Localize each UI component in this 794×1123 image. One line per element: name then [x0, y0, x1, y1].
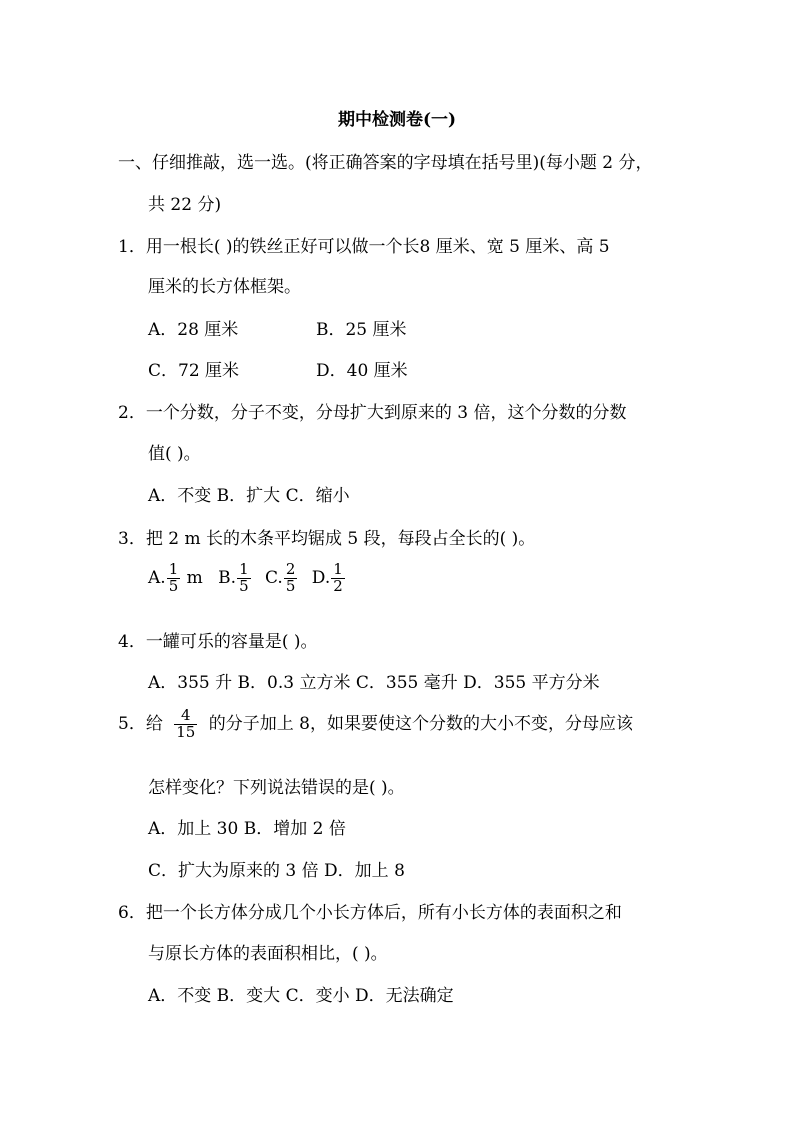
- fraction-denominator: 5: [168, 576, 179, 595]
- q5-options-row2: C．扩大为原来的 3 倍 D．加上 8: [148, 861, 405, 881]
- q4-stem: 4．一罐可乐的容量是( )。: [118, 632, 318, 652]
- q6-stem-line2: 与原长方体的表面积相比，( )。: [148, 944, 388, 964]
- q3-option-c-label: C.: [265, 567, 283, 588]
- q5-suffix: 的分子加上 8，如果要使这个分数的大小不变，分母应该: [208, 713, 633, 734]
- q3-option-c-fraction: [284, 562, 298, 595]
- q6-options: A．不变 B．变大 C．变小 D．无法确定: [148, 986, 454, 1006]
- q3-option-a-fraction: [167, 562, 181, 595]
- q1-stem-line1: 1．用一根长( )的铁丝正好可以做一个长8 厘米、宽 5 厘米、高 5: [118, 237, 610, 257]
- q4-options: A．355 升 B．0.3 立方米 C．355 毫升 D．355 平方分米: [148, 673, 600, 693]
- q3-option-a-unit: m: [186, 567, 203, 588]
- page-title: 期中检测卷(一): [337, 110, 457, 130]
- q5-fraction: [174, 708, 197, 741]
- q3-option-b-label: B.: [218, 567, 237, 588]
- q3-option-d-fraction: [331, 562, 345, 595]
- q5-prefix: 5．给: [118, 713, 163, 734]
- q1-option-c: C．72 厘米: [148, 361, 240, 381]
- fraction-numerator: 4: [181, 706, 191, 724]
- q1-stem-line2: 厘米的长方体框架。: [148, 277, 301, 297]
- q3-option-b-fraction: [237, 562, 251, 595]
- q5-stem-line1: [118, 708, 633, 741]
- q2-options: A．不变 B．扩大 C．缩小: [148, 486, 350, 506]
- fraction-denominator: 5: [239, 576, 249, 595]
- section-heading-line2: 共 22 分): [148, 195, 222, 215]
- q3-option-a-label: A.: [148, 567, 166, 588]
- q3-options: [148, 562, 346, 595]
- fraction-denominator: 2: [333, 576, 343, 595]
- fraction-numerator: 2: [285, 560, 296, 578]
- fraction-denominator: 5: [285, 576, 296, 595]
- section-heading-line1: 一、仔细推敲，选一选。(将正确答案的字母填在括号里)(每小题 2 分，: [118, 153, 653, 173]
- q3-option-d-label: D.: [311, 567, 331, 588]
- q5-options-row1: A．加上 30 B．增加 2 倍: [148, 819, 346, 839]
- fraction-numerator: 1: [239, 560, 249, 578]
- q2-stem-line2: 值( )。: [148, 444, 201, 464]
- q1-option-d: D．40 厘米: [316, 361, 408, 381]
- fraction-denominator: 15: [176, 722, 196, 741]
- q1-option-b: B．25 厘米: [316, 320, 407, 340]
- fraction-numerator: 1: [168, 560, 179, 578]
- q3-stem: 3．把 2 m 长的木条平均锯成 5 段，每段占全长的( )。: [118, 529, 536, 549]
- q1-option-a: A．28 厘米: [148, 320, 239, 340]
- fraction-numerator: 1: [333, 560, 343, 578]
- q5-stem-line2: 怎样变化？下列说法错误的是( )。: [148, 778, 405, 798]
- q6-stem-line1: 6．把一个长方体分成几个小长方体后，所有小长方体的表面积之和: [118, 903, 622, 923]
- q2-stem-line1: 2．一个分数，分子不变，分母扩大到原来的 3 倍，这个分数的分数: [118, 403, 627, 423]
